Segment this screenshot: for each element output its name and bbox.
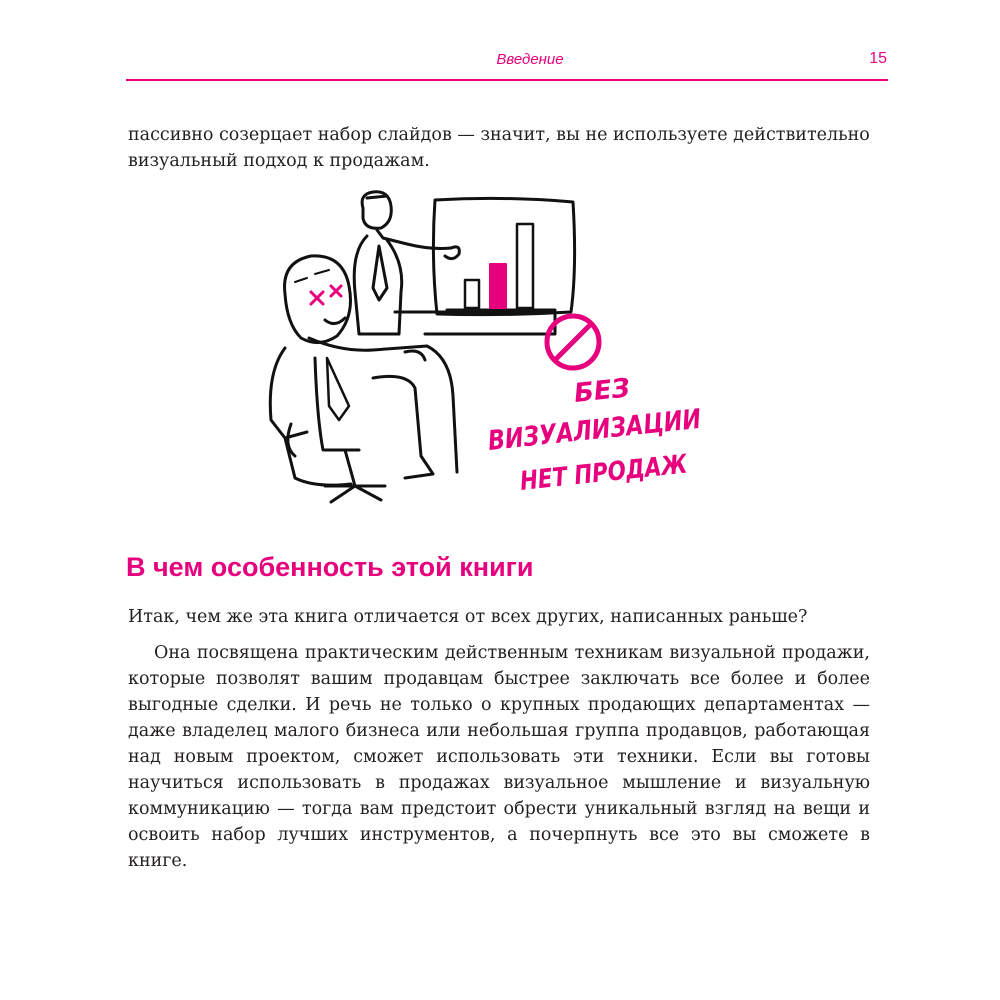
- illustration: [255, 188, 748, 508]
- caption-line-3: НЕТ ПРОДАЖ: [518, 445, 725, 497]
- header-divider: [126, 79, 888, 81]
- caption-line-2: ВИЗУАЛИЗАЦИИ: [486, 399, 748, 457]
- chapter-title: Введение: [496, 51, 564, 68]
- prohibition-icon: [547, 316, 599, 368]
- lead-paragraph: Итак, чем же эта книга отличается от всех других, написанных раньше?: [128, 607, 808, 627]
- page-number: 15: [869, 50, 887, 67]
- intro-paragraph: пассивно созерцает набор слайдов — значит, вы не используете действительно визуальный подход к продажам.: [128, 125, 870, 171]
- handwritten-caption: [486, 373, 748, 497]
- bored-listener-figure: [270, 256, 457, 502]
- caption-line-1: БЕЗ: [572, 373, 632, 409]
- body-paragraph: Она посвящена практическим действенным техникам визуальной продажи, которые позволят вашим продавцам быстрее заключать все более и более выгодные сделки. И речь не только о крупных продающих департаментах — даже владелец малого бизнеса или небольшая группа продавцов, работающая над новым проектом, сможет использовать эти техники. Если вы готовы научиться использовать в продажах визуальное мышление и визуальную коммуникацию — тогда вам предстоит обрести уникальный взгляд на вещи и освоить набор лучших инструментов, а почерпнуть все это вы сможете в книге.: [128, 643, 870, 871]
- section-heading: В чем особенность этой книги: [126, 552, 534, 582]
- bar-chart-board: [395, 198, 575, 334]
